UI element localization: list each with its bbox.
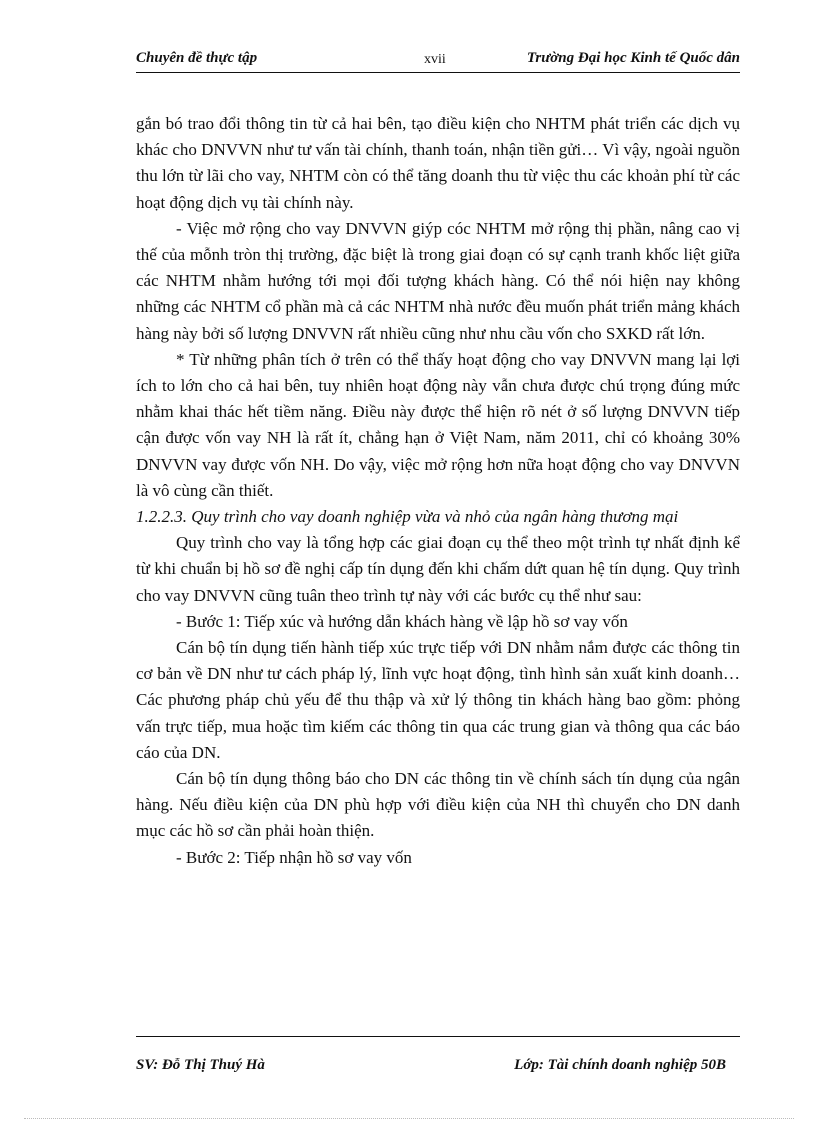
paragraph: Cán bộ tín dụng tiến hành tiếp xúc trực tiếp với DN nhằm nắm được các thông tin cơ bản về DN như tư cách pháp lý, lĩnh vực hoạt động, tình hình sản xuất kinh doanh… Các phương pháp chủ yếu để thu thập và xử lý thông tin khách hàng bao gồm: phỏng vấn trực tiếp, mua hoặc tìm kiếm các thông tin qua các trung gian và thông qua các báo cáo của DN. [136,638,740,762]
page-footer [136,1057,740,1081]
page-number: xvii [424,52,446,67]
header-university: Trường Đại học Kinh tế Quốc dân [526,50,740,66]
page-edge-divider [24,1118,794,1119]
footer-student: SV: Đỗ Thị Thuý Hà [136,1057,265,1073]
step-heading: - Bước 1: Tiếp xúc và hướng dẫn khách hàng về lập hồ sơ vay vốn [176,611,628,631]
section-heading: 1.2.2.3. Quy trình cho vay doanh nghiệp vừa và nhỏ của ngân hàng thương mại [136,507,679,527]
body-text [136,111,740,871]
page-header [136,46,740,72]
paragraph: gắn bó trao đổi thông tin từ cả hai bên, tạo điều kiện cho NHTM phát triển các dịch vụ khác cho DNVVN như tư vấn tài chính, thanh toán, nhận tiền gửi… Vì vậy, ngoài nguồn thu lớn từ lãi cho vay, NHTM còn có thể tăng doanh thu từ việc thu các khoản phí từ các hoạt động dịch vụ tài chính này. [136,114,740,212]
header-report-title: Chuyên đề thực tập [136,50,258,66]
paragraph: Cán bộ tín dụng thông báo cho DN các thông tin về chính sách tín dụng của ngân hàng. Nếu điều kiện của DN phù hợp với điều kiện của NH thì chuyển cho DN danh mục các hồ sơ cần phải hoàn thiện. [136,769,740,841]
footer-divider [136,1036,740,1037]
paragraph: * Từ những phân tích ở trên có thể thấy hoạt động cho vay DNVVN mang lại lợi ích to lớn cho cả hai bên, tuy nhiên hoạt động này vẫn chưa được chú trọng đúng mức nhằm khai thác hết tiềm năng. Điều này được thể hiện rõ nét ở số lượng DNVVN tiếp cận được vốn vay NH là rất ít, chẳng hạn ở Việt Nam, năm 2011, chỉ có khoảng 30% DNVVN vay được vốn NH. Do vậy, việc mở rộng hơn nữa hoạt động cho vay DNVVN là vô cùng cần thiết. [136,349,740,500]
paragraph: - Việc mở rộng cho vay DNVVN giýp cóc NHTM mở rộng thị phần, nâng cao vị thế của mỗnh tròn thị trường, đặc biệt là trong giai đoạn có sự cạnh tranh khốc liệt giữa các NHTM nhằm hướng tới mọi đối tượng khách hàng. Có thể nói hiện nay không những các NHTM cổ phần mà cả các NHTM nhà nước đều muốn phát triển mảng khách hàng này bởi số lượng DNVVN rất nhiều cũng như nhu cầu vốn cho SXKD rất lớn. [136,218,740,343]
header-divider [136,72,740,73]
step-heading: - Bước 2: Tiếp nhận hồ sơ vay vốn [176,847,412,867]
paragraph: Quy trình cho vay là tổng hợp các giai đoạn cụ thể theo một trình tự nhất định kể từ khi chuẩn bị hồ sơ đề nghị cấp tín dụng đến khi chấm dứt quan hệ tín dụng. Quy trình cho vay DNVVN cũng tuân theo trình tự này với các bước cụ thể như sau: [136,533,740,605]
footer-class: Lớp: Tài chính doanh nghiệp 50B [514,1057,726,1073]
